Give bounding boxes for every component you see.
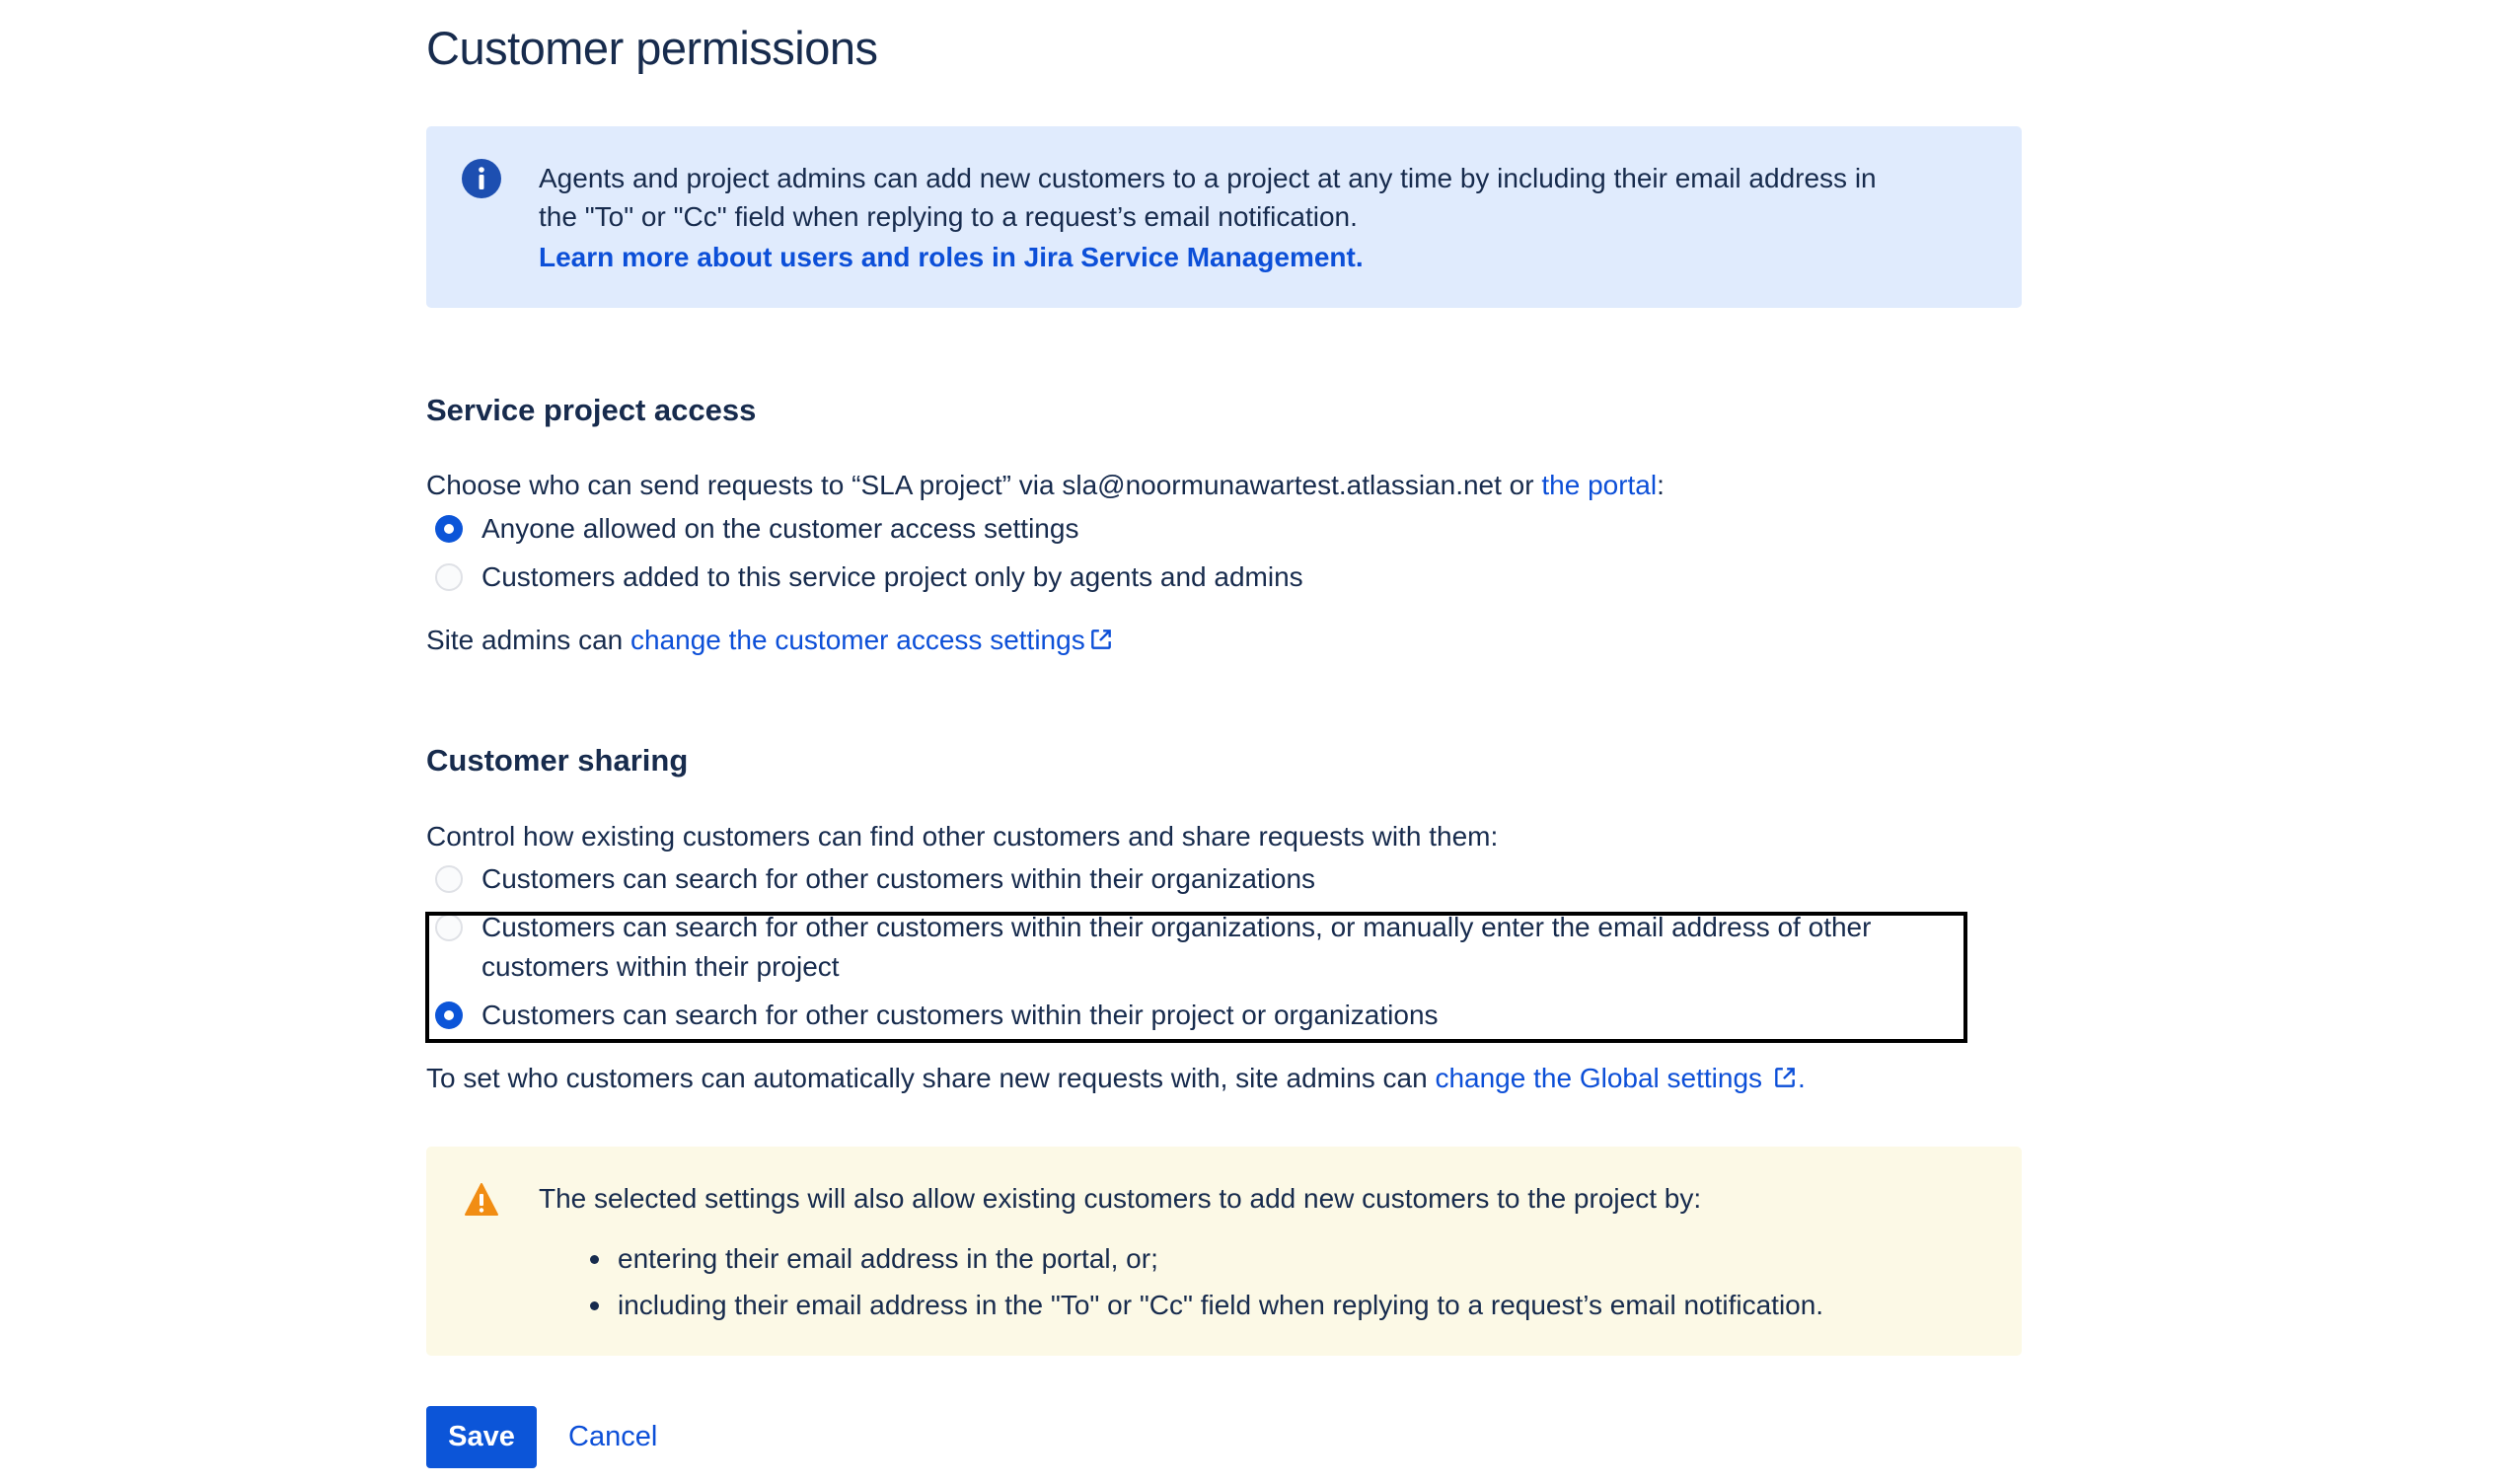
external-link-icon	[1772, 1065, 1798, 1090]
cancel-button[interactable]: Cancel	[560, 1406, 665, 1468]
customer-sharing-heading: Customer sharing	[426, 743, 689, 778]
customer-access-settings-link[interactable]: change the customer access settings	[630, 625, 1085, 655]
bullet	[590, 1255, 599, 1264]
radio-label-search-organizations[interactable]: Customers can search for other customers within their organizations	[481, 863, 1316, 894]
warning-icon	[464, 1182, 499, 1218]
prompt-text: Choose who can send requests to “SLA project” via sla@noormunawartest.atlassian.net or	[426, 470, 1542, 500]
info-icon	[462, 159, 501, 198]
radio-label-search-or-manual-email-line2[interactable]: customers within their project	[481, 951, 840, 982]
bullet	[590, 1301, 599, 1310]
warning-bullet-2: including their email address in the "To" or "Cc" field when replying to a request’s email notification.	[618, 1290, 1824, 1320]
radio-anyone-allowed[interactable]	[435, 515, 463, 543]
info-text-line2: the "To" or "Cc" field when replying to a request’s email notification.	[539, 201, 1358, 232]
highlight-box	[425, 912, 1967, 1043]
info-text-line1: Agents and project admins can add new customers to a project at any time by including their email address in	[539, 163, 1877, 193]
learn-more-link[interactable]: Learn more about users and roles in Jira Service Management.	[539, 242, 1364, 272]
prompt-suffix: :	[1657, 470, 1665, 500]
warning-bullet-1: entering their email address in the portal, or;	[618, 1243, 1158, 1274]
page-title: Customer permissions	[426, 22, 878, 74]
customer-sharing-prompt: Control how existing customers can find other customers and share requests with them:	[426, 821, 1499, 852]
portal-link[interactable]: the portal	[1541, 470, 1658, 500]
global-settings-link[interactable]: change the Global settings	[1435, 1063, 1763, 1093]
external-link-icon	[1088, 627, 1114, 652]
radio-label-search-or-manual-email-line1[interactable]: Customers can search for other customers within their organizations, or manually enter the email address of other	[481, 912, 1872, 942]
site-admins-prefix: Site admins can	[426, 625, 630, 655]
warning-banner	[426, 1147, 2022, 1356]
save-button[interactable]: Save	[426, 1406, 537, 1468]
radio-label-search-project-or-organizations[interactable]: Customers can search for other customers within their project or organizations	[481, 1000, 1439, 1030]
service-access-prompt	[426, 466, 1665, 505]
radio-label-customers-added-only[interactable]: Customers added to this service project only by agents and admins	[481, 561, 1303, 592]
radio-search-organizations[interactable]	[435, 865, 463, 893]
radio-customers-added-only[interactable]	[435, 563, 463, 591]
site-admins-text	[426, 621, 1114, 660]
global-suffix: .	[1798, 1063, 1806, 1093]
global-settings-text	[426, 1059, 1806, 1098]
info-banner	[426, 126, 2022, 308]
warning-text: The selected settings will also allow existing customers to add new customers to the project by:	[539, 1183, 1702, 1214]
global-prefix: To set who customers can automatically share new requests with, site admins can	[426, 1063, 1436, 1093]
service-access-heading: Service project access	[426, 393, 757, 427]
radio-label-anyone-allowed[interactable]: Anyone allowed on the customer access settings	[481, 513, 1079, 544]
